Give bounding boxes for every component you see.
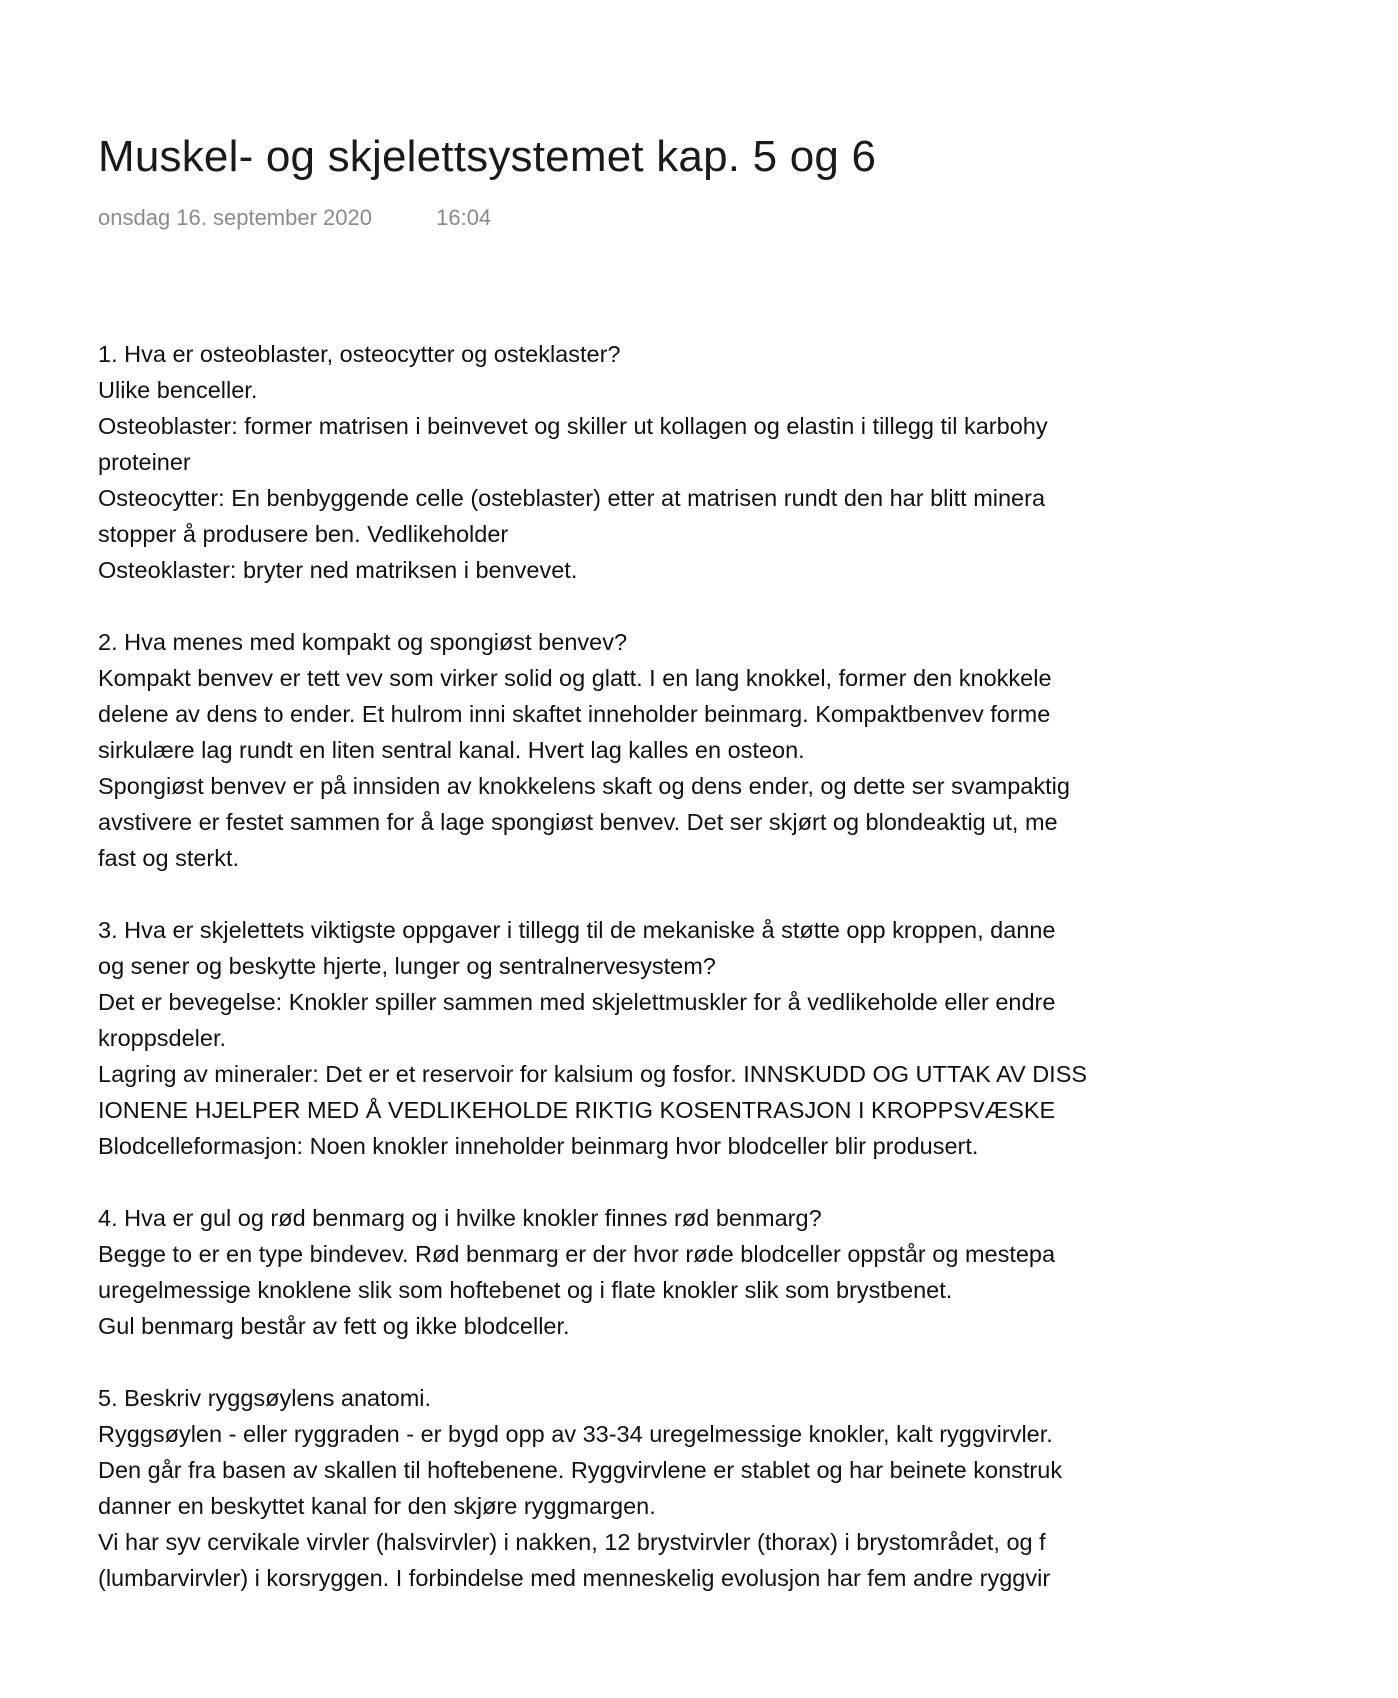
text-line: sirkulære lag rundt en liten sentral kanal. Hvert lag kalles en osteon. (98, 737, 805, 763)
text-line: 1. Hva er osteoblaster, osteocytter og osteklaster? (98, 341, 621, 367)
text-line: Osteocytter: En benbyggende celle (osteblaster) etter at matrisen rundt den har blitt minera (98, 485, 1046, 511)
text-line: Blodcelleformasjon: Noen knokler inneholder beinmarg hvor blodceller blir produsert. (98, 1133, 979, 1159)
note-body (98, 336, 1398, 1591)
blank-line (98, 1164, 1398, 1200)
text-line: avstivere er festet sammen for å lage spongiøst benvev. Det ser skjørt og blondeaktig ut, me (98, 809, 1058, 835)
text-line: 5. Beskriv ryggsøylens anatomi. (98, 1385, 432, 1411)
text-line: Det er bevegelse: Knokler spiller sammen med skjelettmuskler for å vedlikeholde eller endre (98, 989, 1056, 1015)
text-line: 4. Hva er gul og rød benmarg og i hvilke knokler finnes rød benmarg? (98, 1205, 822, 1231)
page-meta (98, 205, 491, 231)
text-line: og sener og beskytte hjerte, lunger og sentralnervesystem? (98, 953, 716, 979)
text-line: Begge to er en type bindevev. Rød benmarg er der hvor røde blodceller oppstår og mestepa (98, 1241, 1056, 1267)
text-line: proteiner (98, 449, 191, 475)
page-time: 16:04 (436, 205, 492, 230)
text-line: delene av dens to ender. Et hulrom inni skaftet inneholder beinmarg. Kompaktbenvev forme (98, 701, 1051, 727)
text-line: Osteoblaster: former matrisen i beinvevet og skiller ut kollagen og elastin i tillegg til karbohy (98, 413, 1048, 439)
text-line: Lagring av mineraler: Det er et reservoir for kalsium og fosfor. INNSKUDD OG UTTAK AV DISS (98, 1061, 1088, 1087)
text-line-cut-off: (lumbarvirvler) i korsryggen. I forbindelse med menneskelig evolusjon har fem andre ryggvir (98, 1565, 1051, 1591)
text-line: fast og sterkt. (98, 845, 240, 871)
blank-line (98, 1344, 1398, 1380)
text-line: 3. Hva er skjelettets viktigste oppgaver i tillegg til de mekaniske å støtte opp kroppen, danne (98, 917, 1056, 943)
text-line: kroppsdeler. (98, 1025, 227, 1051)
text-line: Kompakt benvev er tett vev som virker solid og glatt. I en lang knokkel, former den knokkele (98, 665, 1052, 691)
text-line: 2. Hva menes med kompakt og spongiøst benvev? (98, 629, 628, 655)
text-line: Ulike benceller. (98, 377, 258, 403)
text-line: Den går fra basen av skallen til hoftebenene. Ryggvirvlene er stablet og har beinete konstruk (98, 1457, 1063, 1483)
blank-line (98, 876, 1398, 912)
text-line: uregelmessige knoklene slik som hoftebenet og i flate knokler slik som brystbenet. (98, 1277, 953, 1303)
page-title: Muskel- og skjelettsystemet kap. 5 og 6 (98, 132, 877, 181)
text-line: Gul benmarg består av fett og ikke blodceller. (98, 1313, 570, 1339)
page-date: onsdag 16. september 2020 (98, 205, 372, 230)
text-line: Spongiøst benvev er på innsiden av knokkelens skaft og dens ender, og dette ser svampaktig (98, 773, 1070, 799)
text-line: Ryggsøylen - eller ryggraden - er bygd opp av 33-34 uregelmessige knokler, kalt ryggvirvler. (98, 1421, 1053, 1447)
text-line: IONENE HJELPER MED Å VEDLIKEHOLDE RIKTIG KOSENTRASJON I KROPPSVÆSKE (98, 1097, 1056, 1123)
text-line: Osteoklaster: bryter ned matriksen i benvevet. (98, 557, 578, 583)
blank-line (98, 588, 1398, 624)
text-line: stopper å produsere ben. Vedlikeholder (98, 521, 509, 547)
text-line: Vi har syv cervikale virvler (halsvirvler) i nakken, 12 brystvirvler (thorax) i brystområdet, og f (98, 1529, 1046, 1555)
text-line: danner en beskyttet kanal for den skjøre ryggmargen. (98, 1493, 656, 1519)
